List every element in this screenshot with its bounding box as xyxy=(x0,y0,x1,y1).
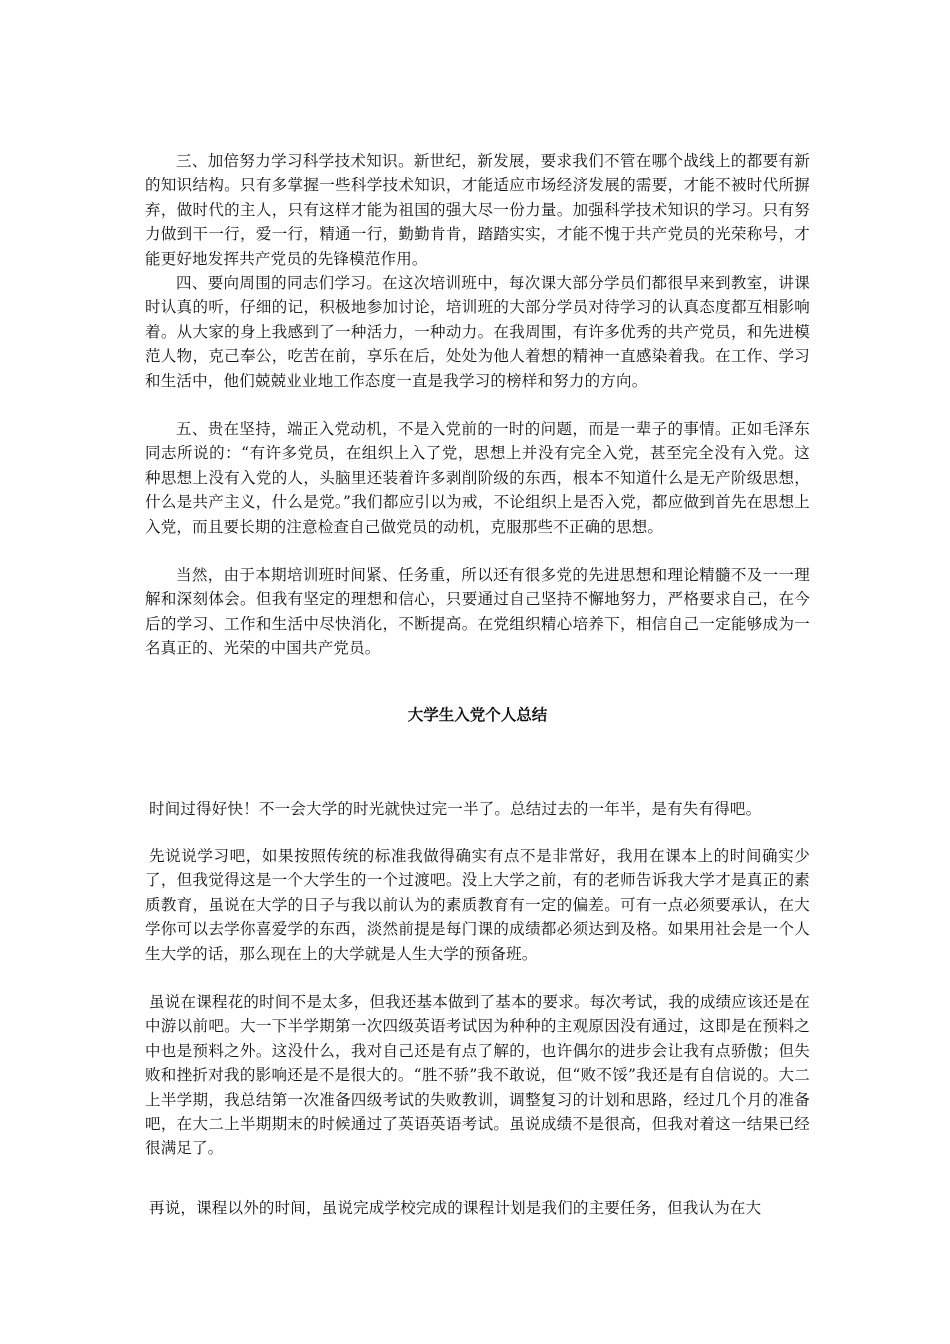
paragraph-exams: 虽说在课程花的时间不是太多，但我还基本做到了基本的要求。每次考试，我的成绩应该还是在中游以前吧。大一下半学期第一次四级英语考试因为种种的主观原因没有通过，这即是在预料之中也是预料之外。这没什么，我对自己还是有点了解的，也许偶尔的进步会让我有点骄傲；但失败和挫折对我的影响还是不是很大的。“胜不骄”我不敢说，但“败不馁”我还是有自信说的。大二上半学期，我总结第一次准备四级考试的失败教训，调整复习的计划和思路，经过几个月的准备吧，在大二上半期期末的时候通过了英语英语考试。虽说成绩不是很高，但我对着这一结果已经很满足了。 xyxy=(145,993,810,1158)
paragraph-extracurricular: 再说，课程以外的时间，虽说完成学校完成的课程计划是我们的主要任务，但我认为在大 xyxy=(149,1199,762,1217)
paragraph-perseverance: 五、贵在坚持，端正入党动机，不是入党前的一时的问题，而是一辈子的事情。正如毛泽东同志所说的：“有许多党员，在组织上入了党，思想上并没有完全入党，甚至完全没有入党。这种思想上没有入党的人，头脑里还装着许多剥削阶级的东西，根本不知道什么是无产阶级思想，什么是共产主义，什么是党。”我们都应引以为戒，不论组织上是否入党，都应做到首先在思想上入党，而且要长期的注意检查自己做党员的动机，克服那些不正确的思想。 xyxy=(145,420,810,536)
paragraph-study: 先说说学习吧，如果按照传统的标准我做得确实有点不是非常好，我用在课本上的时间确实少了，但我觉得这是一个大学生的一个过渡吧。没上大学之前，有的老师告诉我大学才是真正的素质教育，虽说在大学的日子与我以前认为的素质教育有一定的偏差。可有一点必须要承认，在大学你可以去学你喜爱学的东西，淡然前提是每门课的成绩都必须达到及格。如果用社会是一个人生大学的话，那么现在上的大学就是人生大学的预备班。 xyxy=(145,847,810,963)
paragraph-science-knowledge: 三、加倍努力学习科学技术知识。新世纪，新发展，要求我们不管在哪个战线上的都要有新的知识结构。只有多掌握一些科学技术知识，才能适应市场经济发展的需要，才能不被时代所摒弃，做时代的主人，只有这样才能为祖国的强大尽一份力量。加强科学技术知识的学习。只有努力做到干一行，爱一行，精通一行，勤勤肯肯，踏踏实实，才能不愧于共产党员的光荣称号，才能更好地发挥共产党员的先锋模范作用。 xyxy=(145,152,810,268)
paragraph-time-flies: 时间过得好快！不一会大学的时光就快过完一半了。总结过去的一年半，是有失有得吧。 xyxy=(149,800,762,818)
paragraph-learn-from-comrades: 四、要向周围的同志们学习。在这次培训班中，每次课大部分学员们都很早来到教室，讲课时认真的听，仔细的记，积极地参加讨论，培训班的大部分学员对待学习的认真态度都互相影响着。从大家的身上我感到了一种活力，一种动力。在我周围，有许多优秀的共产党员，和先进模范人物，克己奉公，吃苦在前，享乐在后，处处为他人着想的精神一直感染着我。在工作、学习和生活中，他们兢兢业业地工作态度一直是我学习的榜样和努力的方向。 xyxy=(145,274,810,390)
paragraph-conclusion: 当然，由于本期培训班时间紧、任务重，所以还有很多党的先进思想和理论精髓不及一一理解和深刻体会。但我有坚定的理想和信心，只要通过自己坚持不懈地努力，严格要求自己，在今后的学习、工作和生活中尽快消化，不断提高。在党组织精心培养下，相信自己一定能够成为一名真正的、光荣的中国共产党员。 xyxy=(145,566,810,658)
document-title: 大学生入党个人总结 xyxy=(407,705,548,724)
